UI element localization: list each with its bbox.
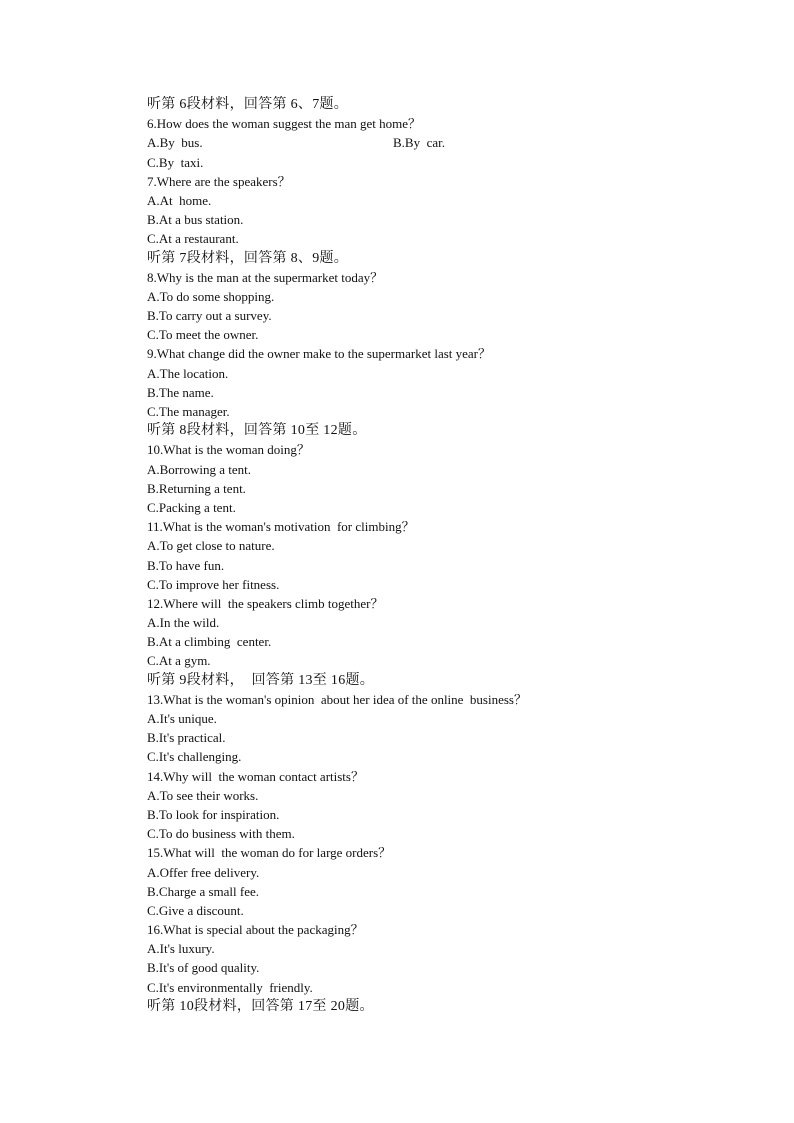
question-11: 11.What is the woman's motivation for climbing？ bbox=[147, 519, 415, 535]
option-a: A.To do some shopping. bbox=[147, 288, 275, 304]
question-13: 13.What is the woman's opinion about her idea of the online business？ bbox=[147, 691, 527, 707]
option-a: A.At home. bbox=[147, 192, 212, 208]
option-b: B.The name. bbox=[147, 384, 214, 400]
question-9: 9.What change did the owner make to the supermarket last year？ bbox=[147, 346, 492, 362]
option-b: B.By car. bbox=[393, 135, 445, 151]
option-b: B.Returning a tent. bbox=[147, 480, 246, 496]
options-row bbox=[147, 133, 667, 152]
section-heading: 听第 6段材料，回答第 6、7题。 bbox=[147, 97, 349, 112]
option-a: A.The location. bbox=[147, 365, 229, 381]
option-b: B.At a climbing center. bbox=[147, 634, 272, 650]
question-14: 14.Why will the woman contact artists？ bbox=[147, 768, 364, 784]
option-b: B.To have fun. bbox=[147, 557, 225, 573]
option-b: B.To carry out a survey. bbox=[147, 308, 272, 324]
option-b: B.It's practical. bbox=[147, 730, 226, 746]
option-a: A.In the wild. bbox=[147, 615, 220, 631]
section-heading: 听第 10段材料，回答第 17至 20题。 bbox=[147, 998, 374, 1014]
option-a: A.To see their works. bbox=[147, 787, 259, 803]
question-6: 6.How does the woman suggest the man get home？ bbox=[147, 116, 422, 132]
question-7: 7.Where are the speakers？ bbox=[147, 173, 291, 189]
option-c: C.At a restaurant. bbox=[147, 231, 239, 247]
question-12: 12.Where will the speakers climb together？ bbox=[147, 595, 384, 611]
option-a: A.It's unique. bbox=[147, 711, 217, 726]
option-c: C.To improve her fitness. bbox=[147, 576, 280, 592]
option-a: A.It's luxury. bbox=[147, 941, 215, 957]
option-c: C.To meet the owner. bbox=[147, 327, 259, 343]
option-c: C.By taxi. bbox=[147, 154, 204, 170]
question-15: 15.What will the woman do for large orders？ bbox=[147, 845, 392, 861]
question-16: 16.What is special about the packaging？ bbox=[147, 922, 364, 938]
option-c: C.It's environmentally friendly. bbox=[147, 979, 313, 995]
option-c: C.The manager. bbox=[147, 404, 230, 419]
option-a: A.To get close to nature. bbox=[147, 538, 275, 554]
option-c: C.Packing a tent. bbox=[147, 499, 236, 515]
worksheet-page bbox=[147, 95, 667, 1016]
option-b: B.To look for inspiration. bbox=[147, 806, 280, 822]
section-heading: 听第 7段材料，回答第 8、9题。 bbox=[147, 250, 349, 266]
section-heading: 听第 8段材料，回答第 10至 12题。 bbox=[147, 423, 367, 439]
option-b: B.It's of good quality. bbox=[147, 960, 260, 976]
option-a: A.By bus. bbox=[147, 135, 203, 151]
option-a: A.Offer free delivery. bbox=[147, 864, 260, 880]
question-8: 8.Why is the man at the supermarket today？ bbox=[147, 269, 384, 285]
option-c: C.To do business with them. bbox=[147, 826, 295, 842]
option-b: B.At a bus station. bbox=[147, 212, 244, 228]
option-b: B.Charge a small fee. bbox=[147, 883, 260, 899]
question-10: 10.What is the woman doing？ bbox=[147, 442, 310, 458]
option-c: C.It's challenging. bbox=[147, 749, 242, 765]
option-c: C.At a gym. bbox=[147, 653, 211, 669]
option-a: A.Borrowing a tent. bbox=[147, 461, 251, 477]
section-heading: 听第 9段材料， 回答第 13至 16题。 bbox=[147, 672, 375, 688]
option-c: C.Give a discount. bbox=[147, 902, 244, 918]
